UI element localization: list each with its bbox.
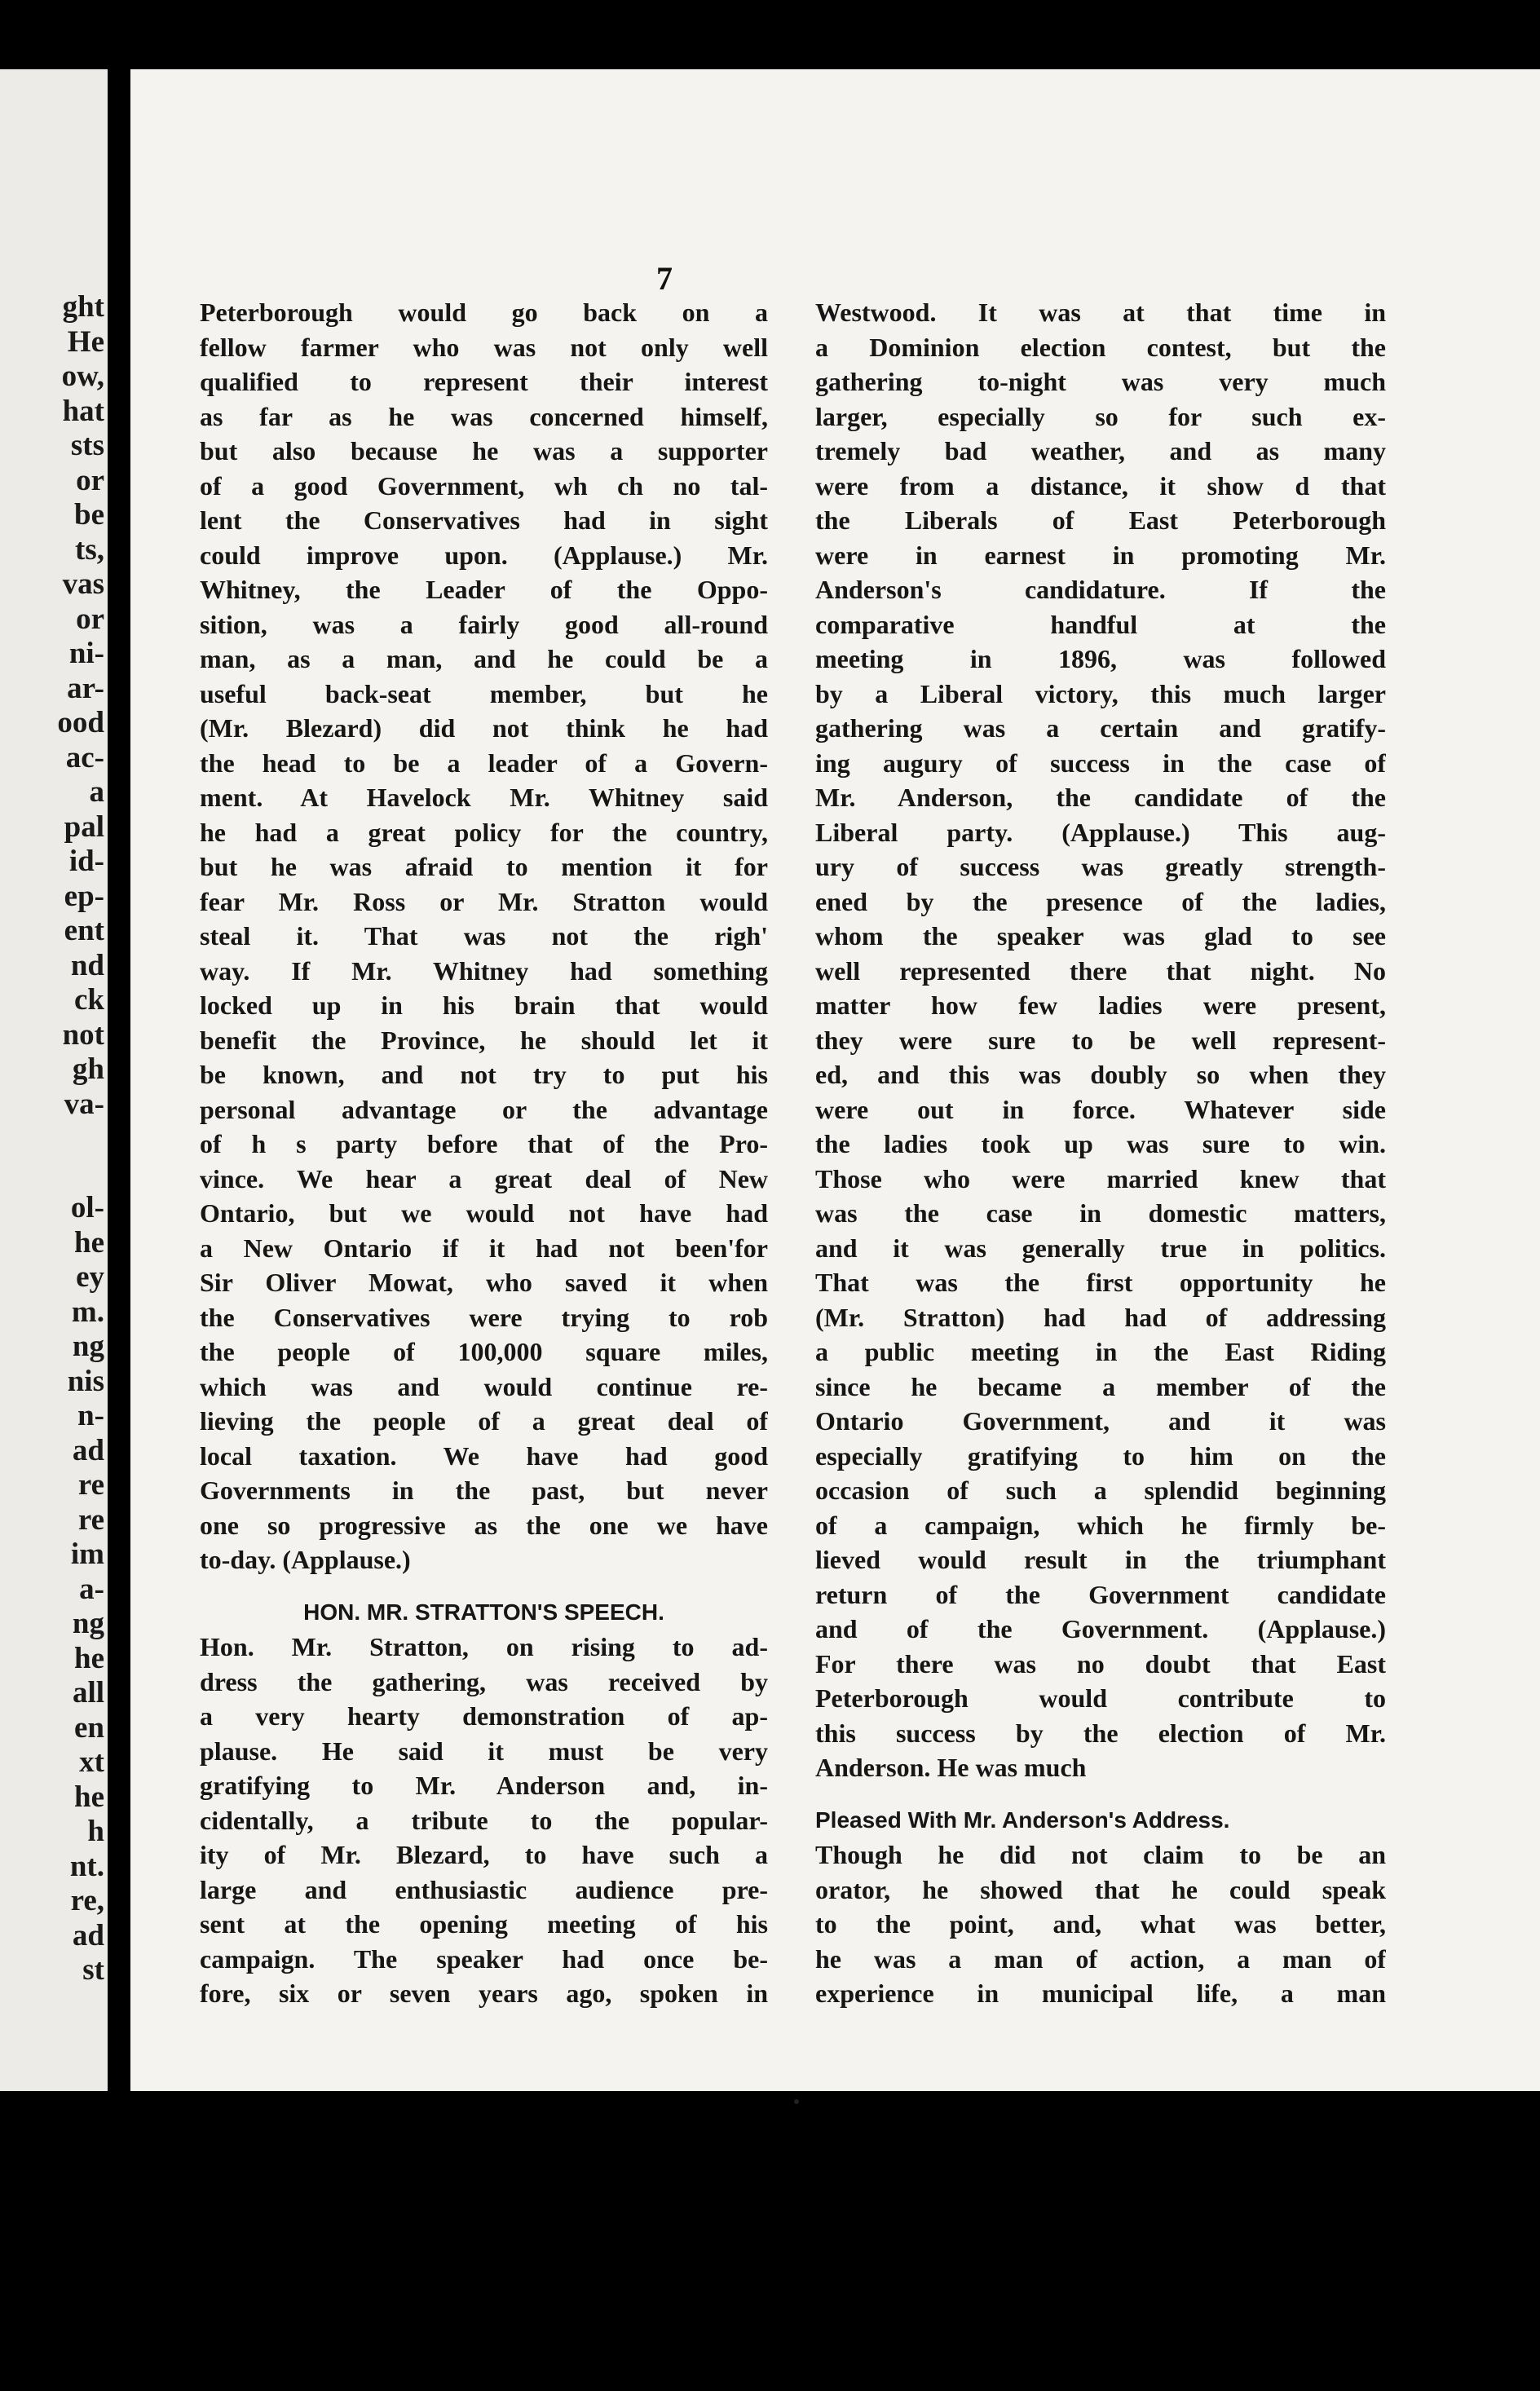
- text-line: Hon. Mr. Stratton, on rising to ad-: [200, 1632, 768, 1661]
- margin-fragment: im: [70, 1537, 104, 1571]
- text-line: meeting in 1896, was followed: [815, 644, 1386, 673]
- margin-fragment: ni-: [68, 637, 104, 670]
- text-line: he was a man of action, a man of: [815, 1943, 1386, 1974]
- text-line: they were sure to be well represent-: [815, 1025, 1386, 1055]
- text-line: Though he did not claim to be an: [815, 1840, 1386, 1869]
- text-line: Ontario, but we would not have had: [200, 1198, 768, 1228]
- text-line: fear Mr. Ross or Mr. Stratton would: [200, 886, 768, 916]
- margin-fragment: re: [77, 1502, 104, 1537]
- margin-fragment: nd: [70, 948, 104, 982]
- text-line: Anderson. He was much: [815, 1753, 1087, 1782]
- margin-fragment: ood: [57, 706, 104, 739]
- text-line: occasion of such a splendid beginning: [815, 1476, 1386, 1505]
- text-line: plause. He said it must be very: [200, 1736, 768, 1766]
- margin-fragment: or: [76, 463, 104, 497]
- margin-fragment: he: [74, 1225, 104, 1259]
- text-line: (Mr. Blezard) did not think he had: [200, 713, 768, 743]
- text-line: Governments in the past, but never: [200, 1476, 768, 1505]
- text-line: one so progressive as the one we have: [200, 1510, 768, 1540]
- text-line: to-day. (Applause.): [200, 1545, 411, 1574]
- text-line: well represented there that night. No: [815, 955, 1386, 986]
- text-line: personal advantage or the advantage: [200, 1094, 768, 1124]
- margin-fragment: ent: [64, 914, 104, 947]
- text-line: matter how few ladies were present,: [815, 990, 1386, 1020]
- margin-fragment: a: [89, 775, 104, 809]
- text-line: vince. We hear a great deal of New: [200, 1163, 768, 1193]
- margin-fragment: m.: [71, 1295, 104, 1329]
- text-line: campaign. The speaker had once be-: [200, 1943, 768, 1974]
- margin-fragment: all: [72, 1676, 104, 1709]
- margin-fragment: re: [77, 1468, 104, 1502]
- text-line: but also because he was a supporter: [200, 436, 768, 465]
- text-line: lieved would result in the triumphant: [815, 1545, 1386, 1574]
- text-line: fore, six or seven years ago, spoken in: [200, 1979, 768, 2008]
- right-column-body-b: [815, 1837, 1386, 2011]
- text-line: experience in municipal life, a man: [815, 1979, 1386, 2008]
- margin-fragment: ng: [72, 1330, 104, 1363]
- text-line: way. If Mr. Whitney had something: [200, 955, 768, 986]
- text-line: be known, and not try to put his: [200, 1060, 768, 1089]
- margin-fragment: nis: [67, 1364, 104, 1398]
- margin-fragment: gh: [72, 1052, 104, 1086]
- text-line: larger, especially so for such ex-: [815, 401, 1386, 431]
- text-line: return of the Government candidate: [815, 1579, 1386, 1609]
- text-line: fellow farmer who was not only well: [200, 332, 768, 362]
- margin-fragment: ght: [62, 290, 104, 324]
- text-line: Those who were married knew that: [815, 1163, 1386, 1193]
- text-line: since he became a member of the: [815, 1371, 1386, 1401]
- margin-fragment: ck: [74, 983, 104, 1017]
- text-line: ed, and this was doubly so when they: [815, 1060, 1386, 1089]
- margin-fragment: ad: [72, 1918, 104, 1952]
- margin-fragment: st: [82, 1953, 104, 1987]
- text-line: Sir Oliver Mowat, who saved it when: [200, 1268, 768, 1297]
- text-line: useful back-seat member, but he: [200, 678, 768, 708]
- text-line: sent at the opening meeting of his: [200, 1909, 768, 1939]
- margin-fragment: he: [74, 1780, 104, 1814]
- margin-fragment: vas: [62, 567, 104, 601]
- text-line: the ladies took up was sure to win.: [815, 1129, 1386, 1158]
- text-line: large and enthusiastic audience pre-: [200, 1874, 768, 1904]
- left-column-body-a: [200, 295, 768, 1577]
- margin-fragment: be: [74, 498, 104, 532]
- left-column-body-b: [200, 1630, 768, 2011]
- margin-fragment: He: [67, 324, 104, 359]
- right-column: [815, 295, 1386, 2011]
- text-line: local taxation. We have had good: [200, 1440, 768, 1471]
- text-line: by a Liberal victory, this much larger: [815, 678, 1386, 708]
- text-line: a New Ontario if it had not been'for: [200, 1233, 768, 1263]
- text-line: Liberal party. (Applause.) This aug-: [815, 817, 1386, 847]
- margin-fragment: sts: [70, 429, 104, 462]
- text-line: of h s party before that of the Pro-: [200, 1129, 768, 1158]
- text-line: Mr. Anderson, the candidate of the: [815, 783, 1386, 812]
- margin-fragment: en: [74, 1710, 104, 1745]
- margin-fragment: ow,: [61, 360, 104, 393]
- text-line: comparative handful at the: [815, 609, 1386, 639]
- text-line: ment. At Havelock Mr. Whitney said: [200, 783, 768, 812]
- left-column: [200, 295, 768, 2011]
- section-heading-stratton-speech: HON. MR. STRATTON'S SPEECH.: [303, 1599, 664, 1625]
- text-line: steal it. That was not the righ': [200, 921, 768, 951]
- page-mark-dot: [794, 2099, 799, 2104]
- text-line: ing augury of success in the case of: [815, 748, 1386, 778]
- right-column-body-a: [815, 295, 1386, 1785]
- text-line: was the case in domestic matters,: [815, 1198, 1386, 1228]
- margin-fragment: or: [76, 602, 104, 636]
- margin-fragment: n-: [77, 1399, 104, 1432]
- text-line: he had a great policy for the country,: [200, 817, 768, 847]
- margin-fragment: re,: [70, 1884, 104, 1917]
- text-line: the head to be a leader of a Govern-: [200, 748, 768, 778]
- page-number: 7: [656, 260, 673, 297]
- margin-fragment: xt: [79, 1745, 104, 1779]
- text-line: Ontario Government, and it was: [815, 1406, 1386, 1436]
- text-line: dress the gathering, was received by: [200, 1666, 768, 1696]
- text-line: (Mr. Stratton) had had of addressing: [815, 1302, 1386, 1332]
- margin-fragment: h: [87, 1815, 104, 1848]
- text-line: especially gratifying to him on the: [815, 1440, 1386, 1471]
- text-line: gathering to-night was very much: [815, 367, 1386, 396]
- text-line: Anderson's candidature. If the: [815, 575, 1386, 604]
- text-line: qualified to represent their interest: [200, 367, 768, 396]
- margin-fragment: ep-: [64, 879, 104, 913]
- text-line: as far as he was concerned himself,: [200, 401, 768, 431]
- margin-fragment: pal: [64, 809, 104, 844]
- text-line: of a good Government, wh ch no tal-: [200, 470, 768, 501]
- text-line: this success by the election of Mr.: [815, 1718, 1386, 1748]
- text-line: cidentally, a tribute to the popular-: [200, 1805, 768, 1835]
- margin-fragment: va-: [64, 1087, 104, 1121]
- text-line: For there was no doubt that East: [815, 1648, 1386, 1679]
- margin-fragment: id-: [68, 845, 104, 878]
- text-line: but he was afraid to mention it for: [200, 852, 768, 881]
- text-line: ury of success was greatly strength-: [815, 852, 1386, 881]
- text-line: ity of Mr. Blezard, to have such a: [200, 1840, 768, 1869]
- text-line: sition, was a fairly good all-round: [200, 609, 768, 639]
- text-line: whom the speaker was glad to see: [815, 921, 1386, 951]
- text-line: and it was generally true in politics.: [815, 1233, 1386, 1263]
- text-line: were out in force. Whatever side: [815, 1094, 1386, 1124]
- text-line: to the point, and, what was better,: [815, 1909, 1386, 1939]
- text-line: the people of 100,000 square miles,: [200, 1337, 768, 1366]
- text-line: lent the Conservatives had in sight: [200, 505, 768, 535]
- section-heading-anderson-address: Pleased With Mr. Anderson's Address.: [815, 1806, 1230, 1833]
- text-line: locked up in his brain that would: [200, 990, 768, 1020]
- margin-fragment: hat: [62, 394, 104, 428]
- text-line: Peterborough would contribute to: [815, 1683, 1386, 1713]
- margin-fragment: ol-: [70, 1191, 104, 1224]
- text-line: a Dominion election contest, but the: [815, 332, 1386, 362]
- text-line: a very hearty demonstration of ap-: [200, 1701, 768, 1731]
- text-line: ened by the presence of the ladies,: [815, 886, 1386, 916]
- text-line: Whitney, the Leader of the Oppo-: [200, 575, 768, 604]
- text-line: the Conservatives were trying to rob: [200, 1302, 768, 1332]
- text-line: which was and would continue re-: [200, 1371, 768, 1401]
- margin-fragment: ey: [76, 1260, 104, 1294]
- text-line: gathering was a certain and gratify-: [815, 713, 1386, 743]
- margin-fragment: ad: [72, 1433, 104, 1467]
- text-line: a public meeting in the East Riding: [815, 1337, 1386, 1366]
- text-line: Peterborough would go back on a: [200, 298, 768, 327]
- text-line: Westwood. It was at that time in: [815, 298, 1386, 327]
- margin-fragment: ar-: [67, 671, 104, 705]
- text-line: the Liberals of East Peterborough: [815, 505, 1386, 535]
- text-line: lieving the people of a great deal of: [200, 1406, 768, 1436]
- margin-fragment: ac-: [65, 740, 104, 774]
- adjacent-page-margin: [0, 69, 108, 2091]
- text-line: were from a distance, it show d that: [815, 470, 1386, 501]
- text-line: could improve upon. (Applause.) Mr.: [200, 540, 768, 570]
- text-line: orator, he showed that he could speak: [815, 1874, 1386, 1904]
- text-line: of a campaign, which he firmly be-: [815, 1510, 1386, 1540]
- margin-fragment: nt.: [69, 1849, 104, 1883]
- text-line: benefit the Province, he should let it: [200, 1025, 768, 1055]
- text-line: gratifying to Mr. Anderson and, in-: [200, 1771, 768, 1800]
- text-line: tremely bad weather, and as many: [815, 436, 1386, 465]
- margin-fragment: not: [62, 1017, 104, 1052]
- text-line: man, as a man, and he could be a: [200, 644, 768, 673]
- text-line: That was the first opportunity he: [815, 1268, 1386, 1297]
- margin-fragment: he: [74, 1641, 104, 1675]
- text-line: and of the Government. (Applause.): [815, 1614, 1386, 1643]
- margin-fragment: ts,: [75, 532, 104, 567]
- text-line: were in earnest in promoting Mr.: [815, 540, 1386, 570]
- margin-fragment: a-: [79, 1572, 104, 1606]
- margin-fragment: ng: [72, 1607, 104, 1640]
